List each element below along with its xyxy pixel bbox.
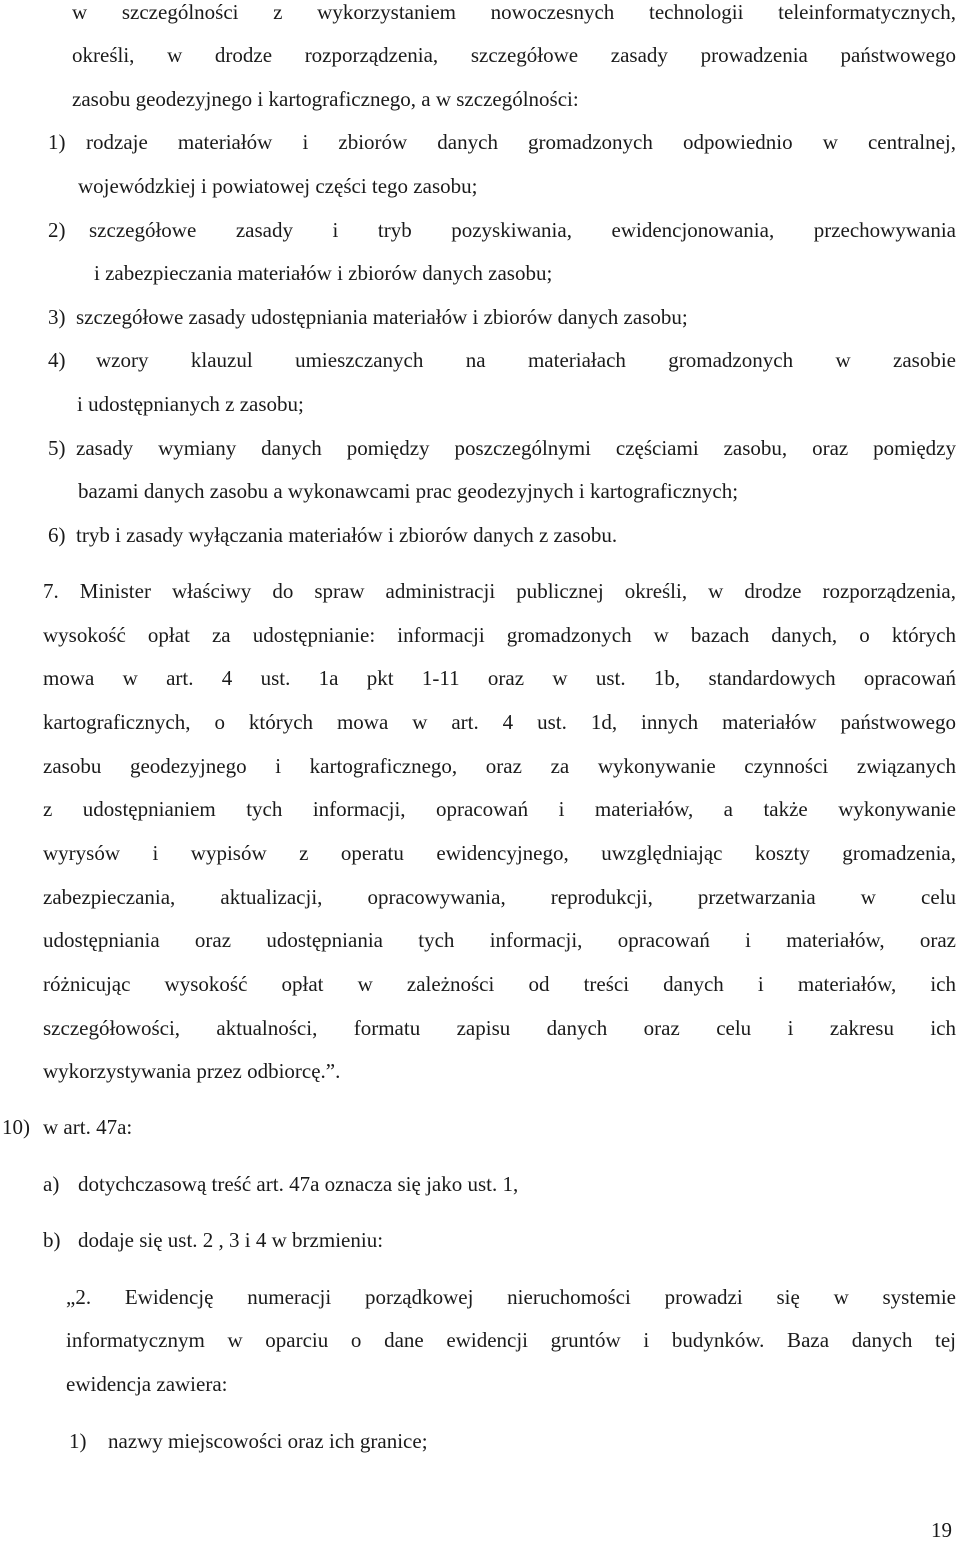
intro-line-1: w szczególności z wykorzystaniem nowoczesnych technologii teleinformatycznych, [72,0,956,24]
item-6-line-1: tryb i zasady wyłączania materiałów i zbiorów danych z zasobu. [76,523,618,547]
para7-line-11: szczegółowości, aktualności, formatu zapisu danych oraz celu i zakresu ich [43,1016,956,1040]
para7-line-9: udostępniania oraz udostępniania tych informacji, opracowań i materiałów, oraz [43,928,956,952]
item-number-5: 5) [48,436,66,460]
quote-line-3: ewidencja zawiera: [66,1372,228,1396]
para7-line-7: wyrysów i wypisów z operatu ewidencyjnego, uwzględniając koszty gromadzenia, [43,841,956,865]
point10-number: 10) [2,1115,30,1139]
page-number: 19 [931,1518,952,1542]
para7-last-line: wykorzystywania przez odbiorcę.”. [43,1059,341,1083]
quote-item-1-text: nazwy miejscowości oraz ich granice; [108,1429,428,1453]
item-1-line-2: wojewódzkiej i powiatowej części tego zasobu; [78,174,478,198]
para7-line-10: różnicując wysokość opłat w zależności od treści danych i materiałów, ich [43,972,956,996]
item-4-line-1: wzory klauzul umieszczanych na materiałach gromadzonych w zasobie [96,348,956,372]
quote-line-2: informatycznym w oparciu o dane ewidencji gruntów i budynków. Baza danych tej [66,1328,956,1352]
para7-line-3: mowa w art. 4 ust. 1a pkt 1-11 oraz w ust. 1b, standardowych opracowań [43,666,956,690]
para7-line-5: zasobu geodezyjnego i kartograficznego, oraz za wykonywanie czynności związanych [43,754,956,778]
item-number-1: 1) [48,130,66,154]
item-number-6: 6) [48,523,66,547]
para7-line-6: z udostępnianiem tych informacji, opracowań i materiałów, a także wykonywanie [43,797,956,821]
letter-b-text: dodaje się ust. 2 , 3 i 4 w brzmieniu: [78,1228,384,1252]
quote-line-1: „2. Ewidencję numeracji porządkowej nieruchomości prowadzi się w systemie [66,1285,956,1309]
item-4-line-2: i udostępnianych z zasobu; [77,392,304,416]
item-number-3: 3) [48,305,66,329]
item-2-line-1: szczegółowe zasady i tryb pozyskiwania, ewidencjonowania, przechowywania [89,218,956,242]
letter-a: a) [43,1172,60,1196]
para7-line-2: wysokość opłat za udostępnianie: informacji gromadzonych w bazach danych, o których [43,623,956,647]
item-number-2: 2) [48,218,66,242]
letter-b: b) [43,1228,61,1252]
intro-line-3: zasobu geodezyjnego i kartograficznego, a w szczególności: [72,87,579,111]
para7-line-4: kartograficznych, o których mowa w art. 4 ust. 1d, innych materiałów państwowego [43,710,956,734]
point10-text: w art. 47a: [43,1115,133,1139]
para7-line-1: 7. Minister właściwy do spraw administracji publicznej określi, w drodze rozporządzenia, [43,579,956,603]
item-5-line-1: zasady wymiany danych pomiędzy poszczególnymi częściami zasobu, oraz pomiędzy [76,436,956,460]
quote-item-number-1: 1) [69,1429,87,1453]
item-5-line-2: bazami danych zasobu a wykonawcami prac geodezyjnych i kartograficznych; [78,479,739,503]
item-2-line-2: i zabezpieczania materiałów i zbiorów danych zasobu; [94,261,553,285]
item-3-line-1: szczegółowe zasady udostępniania materiałów i zbiorów danych zasobu; [76,305,688,329]
intro-line-2: określi, w drodze rozporządzenia, szczegółowe zasady prowadzenia państwowego [72,43,956,67]
letter-a-text: dotychczasową treść art. 47a oznacza się jako ust. 1, [78,1172,519,1196]
para7-line-8: zabezpieczania, aktualizacji, opracowywania, reprodukcji, przetwarzania w celu [43,885,956,909]
item-1-line-1: rodzaje materiałów i zbiorów danych gromadzonych odpowiednio w centralnej, [86,130,956,154]
item-number-4: 4) [48,348,66,372]
